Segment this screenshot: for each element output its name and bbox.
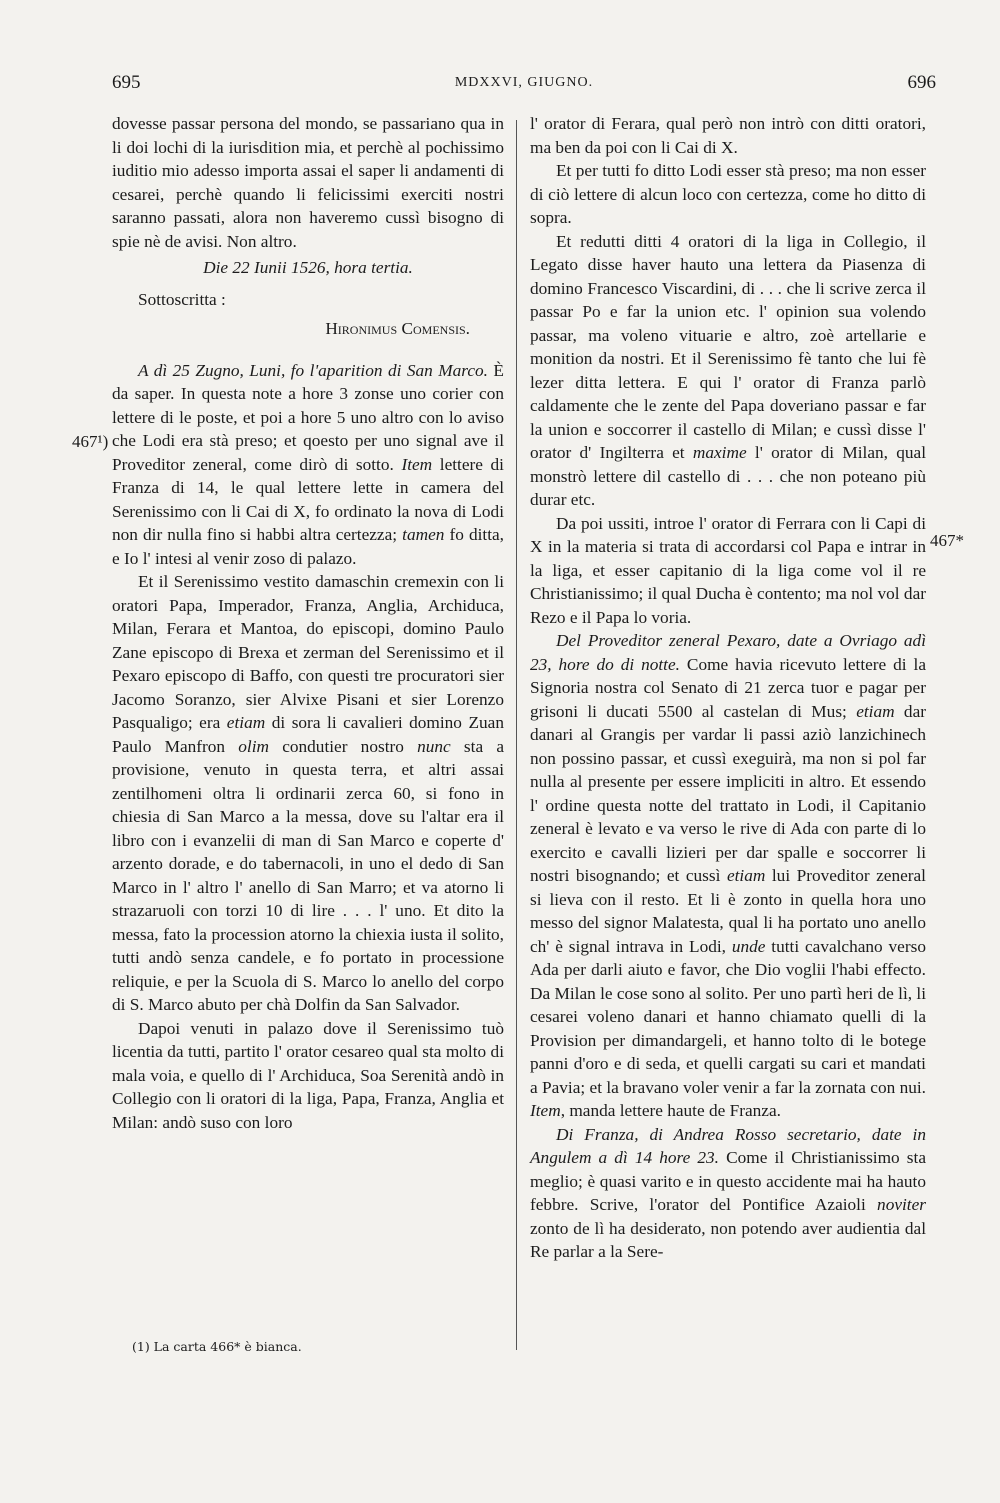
subscription-label: Sottoscritta : xyxy=(138,289,226,309)
text-run: l' orator di Milan, qual monstrò lettere dil castello di . . . che non poteano più durar etc. xyxy=(530,443,926,509)
paragraph: Da poi ussiti, introe l' orator di Ferrara con li Capi di X in la materia si trata di accordarsi col Papa e intrar in la liga, et esser capitanio di la liga come vol il re Christianissimo; il qual Ducha è contento; ma nol vol dar Rezo e il Papa lo voria. xyxy=(530,513,926,627)
italic-term: maxime xyxy=(692,443,747,462)
italic-term: nunc xyxy=(417,736,451,756)
italic-term: Item xyxy=(530,1101,561,1120)
paragraph xyxy=(112,570,504,1017)
footnote-separator xyxy=(112,1330,504,1331)
text-run: tutti cavalchano verso Ada per darli aiuto e favor, che Dio voglii l'habi effecto. Da Milan le cose sono al solito. Per uno partì heri de lì, li cesarei voleno danari et hanno chiamato quelli di la Provision per dimandargeli, et hanno tolto di le botege panni d'oro e di seda, et quelli cargati su cari et mandati a Pavia; et la bravano voler venir a far la zornata con nui. xyxy=(530,936,926,1097)
paragraph: Et per tutti fo ditto Lodi esser stà preso; ma non esser di ciò lettere di alcun loco con certezza, come ho ditto di sopra. xyxy=(530,161,926,227)
italic-term: Item xyxy=(401,454,433,474)
italic-term: noviter xyxy=(877,1195,926,1214)
text-run: dar danari al Grangis per vardar li passi aziò lanzichinech non possino passar, et cussì exeguirà, ma non si pol far nulla al presente per essere impliciti in altro. Et essendo l' ordine questa notte del trattato in Lodi, il Capitanio zeneral è levato e va verso le rive di Ada con parte di lo exercito e cavalli lizieri per dar spalle e soccorrer li nostri bisognando; et cussì xyxy=(530,701,926,885)
italic-term: etiam xyxy=(226,713,266,732)
paragraph: dovesse passar persona del mondo, se passariano qua in li doi lochi di la iurisdition mia, et perchè al pochissimo iuditio mio adesso importa assai el saper li andamenti di cesarei, perchè quando li felicissimi exerciti nostri saranno passati, alora non haveremo cussì bisogno di spie nè de avisi. Non altro. xyxy=(112,114,504,251)
page-number-right: 696 xyxy=(907,72,936,93)
entry-heading: Di Franza, di Andrea Rosso secretario, date in Angulem a dì 14 hore 23. xyxy=(530,1124,926,1167)
signature-name: Hironimus Comensis. xyxy=(325,319,470,338)
text-run: lettere di Franza di 14, le qual lettere lette in camera del Serenissimo con li Cai di X, fo ordinato la nova di Lodi non dir nulla fino si habbi altra certezza; xyxy=(112,454,504,544)
column-divider xyxy=(516,120,517,1350)
margin-note-left: 467¹) xyxy=(72,432,109,451)
paragraph: Dapoi venuti in palazo dove il Serenissimo tuò licentia da tutti, partito l' orator cesareo qual sta molto di mala voia, e quello di l' Archiduca, Soa Serenità andò in Collegio con li oratori di la liga, Papa, Franza, Anglia et Milan: andò suso con loro xyxy=(112,1018,504,1132)
text-run: di sora li cavalieri domino Zuan Paulo Manfron xyxy=(112,713,504,756)
italic-term: etiam xyxy=(726,866,766,885)
running-title: MDXXVI, GIUGNO. xyxy=(454,75,594,90)
page-number-left: 695 xyxy=(112,72,141,93)
paragraph xyxy=(530,230,926,512)
paragraph: l' orator di Ferara, qual però non intrò con ditti oratori, ma ben da poi con li Cai di X. xyxy=(530,114,926,157)
text-run: lui Proveditor zeneral si lieva con il resto. Et li è zonto in quella hora uno messo del signor Malatesta, qual li ha portato uno anello ch' è signal intrava in Lodi, xyxy=(530,866,926,956)
entry-heading: Del Proveditor zeneral Pexaro, date a Ovriago adì 23, hore do di notte. xyxy=(530,631,926,674)
right-column xyxy=(530,112,926,1264)
page-header xyxy=(112,72,936,100)
text-run: , manda lettere haute de Franza. xyxy=(560,1101,781,1120)
text-run: Come il Christianissimo sta meglio; è quasi varito e in questo accidente mai ha hauto febbre. Scrive, l'orator del Pontifice Azaioli xyxy=(530,1148,926,1214)
text-run: Come havia ricevuto lettere di la Signoria nostra col Senato di 21 zerca tuor e pagar per grisoni li ducati 5500 al castelan di Mus; xyxy=(530,654,927,721)
italic-term: tamen xyxy=(402,525,445,544)
paragraph xyxy=(112,359,504,571)
text-run: Et redutti ditti 4 oratori di la liga in Collegio, il Legato disse haver hauto una lettera da Piasenza di domino Francesco Viscardini, di . . . che li scrive zerca il passar Po e far la union etc. l' opinion sua volendo passar, ma voleno vituarie e altro, zoè artellarie e monition da nostri. Et il Serenissimo fè tanto che lui fè lezer ditta lettera. E qui l' orator di Franza parlò caldamente che le zente del Papa doveriano passar e far la union e soccorrer il castello di Milan; e cussì disse l' orator d' Ingilterra et xyxy=(530,231,926,462)
text-run: sta a provisione, venuto in questa terra, et altri assai zentilhomeni oltra li ordinarii zerca 60, si fono in chiesia di San Marco a la messa, dove su l'altar era il libro con i evanzelii di man di San Marco e coperte d' arzento dorade, e do tabernacoli, in uno el dedo di San Marco in l' altro l' anello di San Marro; et va atorno li strazaruoli con torzi 10 di lire . . . l' uno. Et dito la messa, fato la procession atorno la chiexia iusta il solito, tutti andò senza candele, e fo portato in processione reliquie, e per la Scuola di S. Marco lo anello del corpo di S. Marco abuto per chà Dolfin da San Salvador. xyxy=(112,736,504,1014)
italic-term: olim xyxy=(238,736,269,756)
margin-note-right: 467* xyxy=(930,531,964,550)
entry-heading: A dì 25 Zugno, Luni, fo l'aparition di San Marco. xyxy=(138,360,488,380)
text-run: fo ditta, e Io l' intesi al venir zoso di palazo. xyxy=(112,525,504,568)
left-column xyxy=(112,112,504,1134)
italic-term: unde xyxy=(731,936,766,956)
text-run: È da saper. In questa note a hore 3 zonse uno corier con lettere di le poste, et poi a hore 5 uno altro con lo aviso che Lodi era stà preso; et qoesto per uno signal ave il Proveditor zeneral, come dirò di sotto. xyxy=(112,360,504,474)
text-run: condutier nostro xyxy=(269,736,418,756)
text-run: zonto de lì ha desiderato, non potendo aver audientia dal Re parlar a la Sere- xyxy=(530,1218,926,1261)
italic-term: etiam xyxy=(856,701,895,721)
paragraph xyxy=(530,1123,926,1264)
footnote: (1) La carta 466* è bianca. xyxy=(132,1339,302,1354)
date-line: Die 22 Iunii 1526, hora tertia. xyxy=(203,258,413,277)
paragraph xyxy=(530,629,926,1123)
text-run: Et il Serenissimo vestito damaschin cremexin con li oratori Papa, Imperador, Franza, Anglia, Archiduca, Milan, Ferara et Mantoa, do episcopi, domino Paulo Zane episcopo di Brexa et zerman del Serenissimo et il Pexaro episcopo di Baffo, con questi tre procuratori sier Jacomo Soranzo, sier Alvixe Pisani et sier Lorenzo Pasqualigo; era xyxy=(112,572,504,732)
